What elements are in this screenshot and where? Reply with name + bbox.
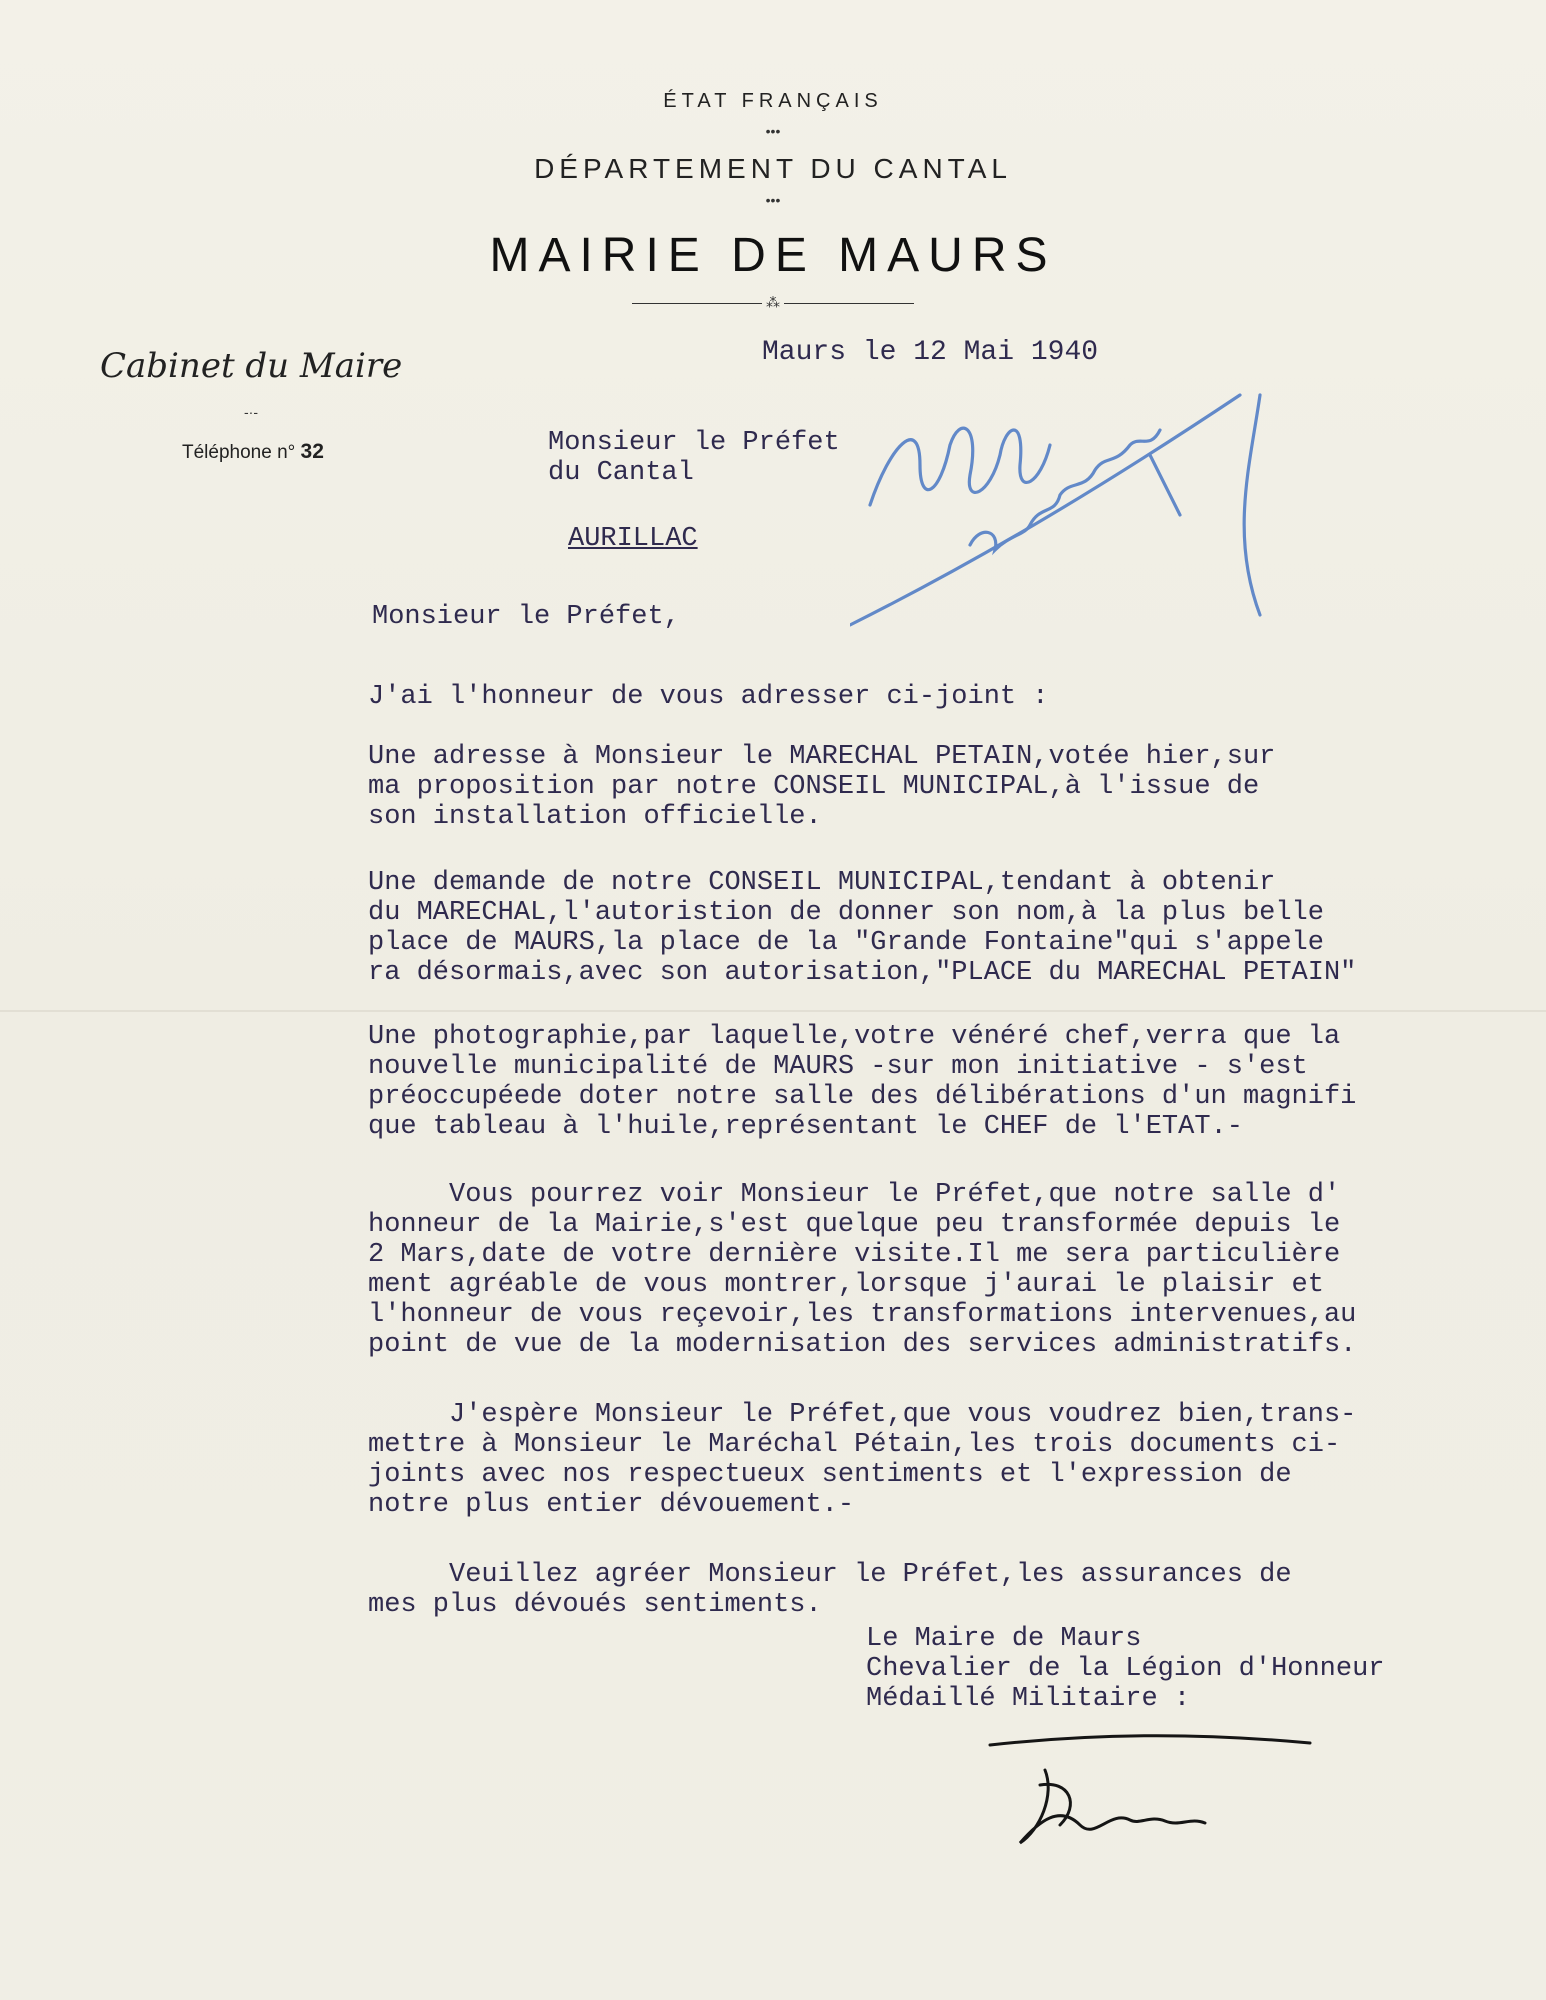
paragraph-3	[368, 1022, 1356, 1142]
cabinet-ornament: -·-	[244, 404, 258, 420]
signature-honor: Chevalier de la Légion d'Honneur	[866, 1654, 1385, 1684]
ornament-divider: •••	[765, 192, 781, 208]
closing-line: Veuillez agréer Monsieur le Préfet,les assurances de	[368, 1560, 1292, 1590]
telephone-number: 32	[300, 440, 324, 463]
intro-line: J'ai l'honneur de vous adresser ci-joint :	[368, 682, 1049, 712]
ornament-divider-long: ⁂	[0, 295, 1546, 309]
p5-line: joints avec nos respectueux sentiments et l'expression de	[368, 1460, 1292, 1490]
p5-line: J'espère Monsieur le Préfet,que vous voudrez bien,trans-	[368, 1400, 1357, 1430]
signature-medal: Médaillé Militaire :	[866, 1684, 1191, 1714]
p1-line: Une adresse à Monsieur le MARECHAL PETAIN,votée hier,sur	[368, 742, 1276, 772]
p4-line: honneur de la Mairie,s'est quelque peu transformée depuis le	[368, 1210, 1341, 1240]
paragraph-1	[368, 742, 1275, 832]
paragraph-5	[368, 1400, 1356, 1520]
p1-line: ma proposition par notre CONSEIL MUNICIPAL,à l'issue de	[368, 772, 1260, 802]
p2-line: place de MAURS,la place de la "Grande Fontaine"qui s'appele	[368, 928, 1324, 958]
closing-line: mes plus dévoués sentiments.	[368, 1590, 822, 1620]
p5-line: notre plus entier dévouement.-	[368, 1490, 855, 1520]
p4-line: Vous pourrez voir Monsieur le Préfet,que notre salle d'	[368, 1180, 1341, 1210]
paragraph-closing	[368, 1560, 1292, 1620]
p2-line: Une demande de notre CONSEIL MUNICIPAL,tendant à obtenir	[368, 868, 1276, 898]
header-mairie-de-maurs: MAIRIE DE MAURS	[489, 229, 1057, 282]
fold-crease	[0, 1010, 1546, 1012]
salutation: Monsieur le Préfet,	[372, 602, 680, 632]
p3-line: nouvelle municipalité de MAURS -sur mon initiative - s'est	[368, 1052, 1308, 1082]
paragraph-4	[368, 1180, 1356, 1360]
signature-block	[866, 1624, 1384, 1714]
blue-pencil-annotation-icon	[850, 385, 1330, 655]
recipient-city: AURILLAC	[568, 524, 698, 554]
date-line: Maurs le 12 Mai 1940	[762, 337, 1099, 368]
header-departement: DÉPARTEMENT DU CANTAL	[534, 153, 1012, 184]
telephone-line	[182, 440, 324, 464]
p4-line: ment agréable de vous montrer,lorsque j'aurai le plaisir et	[368, 1270, 1324, 1300]
paragraph-2	[368, 868, 1356, 988]
p1-line: son installation officielle.	[368, 802, 822, 832]
recipient-address	[548, 428, 840, 488]
signature-title: Le Maire de Maurs	[866, 1624, 1142, 1654]
p2-line: du MARECHAL,l'autoristion de donner son nom,à la plus belle	[368, 898, 1324, 928]
p4-line: 2 Mars,date de votre dernière visite.Il me sera particulière	[368, 1240, 1341, 1270]
p3-line: préoccupéede doter notre salle des délibérations d'un magnifi	[368, 1082, 1357, 1112]
p4-line: l'honneur de vous reçevoir,les transformations intervenues,au	[368, 1300, 1357, 1330]
p2-line: ra désormais,avec son autorisation,"PLACE du MARECHAL PETAIN"	[368, 958, 1357, 988]
recipient-line2: du Cantal	[548, 458, 694, 488]
recipient-line1: Monsieur le Préfet	[548, 428, 840, 458]
handwritten-signature-icon	[980, 1725, 1320, 1865]
p4-line: point de vue de la modernisation des services administratifs.	[368, 1330, 1357, 1360]
p3-line: que tableau à l'huile,représentant le CHEF de l'ETAT.-	[368, 1112, 1243, 1142]
telephone-label: Téléphone n°	[182, 442, 296, 463]
cabinet-du-maire: Cabinet du Maire	[100, 346, 403, 386]
p3-line: Une photographie,par laquelle,votre vénéré chef,verra que la	[368, 1022, 1341, 1052]
header-etat-francais: ÉTAT FRANÇAIS	[663, 90, 883, 112]
ornament-divider: •••	[765, 123, 781, 139]
p5-line: mettre à Monsieur le Maréchal Pétain,les trois documents ci-	[368, 1430, 1341, 1460]
